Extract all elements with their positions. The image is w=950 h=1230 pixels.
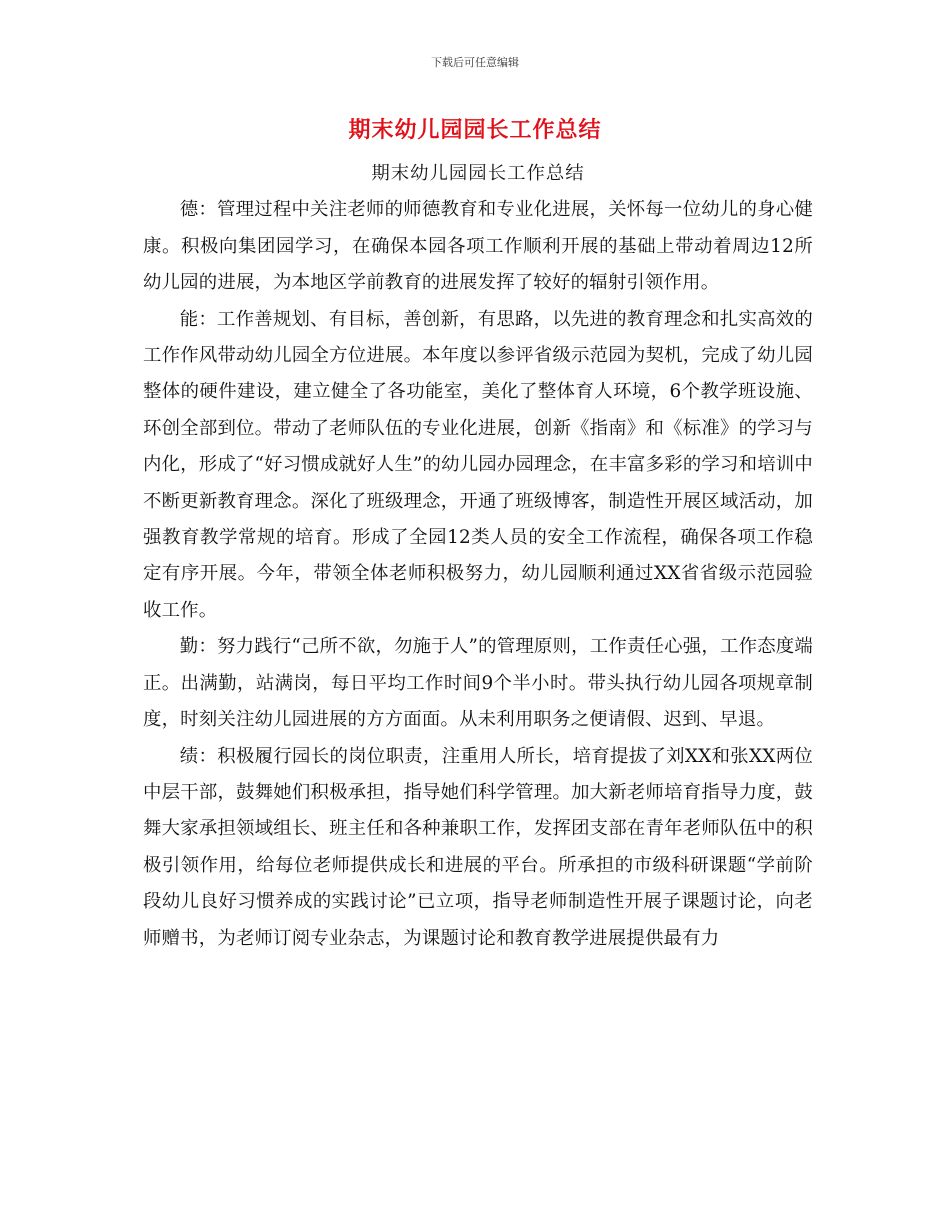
document-subtitle: 期末幼儿园园长工作总结 [371, 163, 585, 184]
paragraph-de: 德：管理过程中关注老师的师德教育和专业化进展，关怀每一位幼儿的身心健康。积极向集团园学习，在确保本园各项工作顺利开展的基础上带动着周边12所幼儿园的进展，为本地区学前教育的进展发挥了较好的辐射引领作用。 [143, 199, 813, 294]
paragraph-ji: 绩：积极履行园长的岗位职责，注重用人所长，培育提拔了刘XX和张XX两位中层干部，鼓舞她们积极承担，指导她们科学管理。加大新老师培育指导力度，鼓舞大家承担领域组长、班主任和各种兼职工作，发挥团支部在青年老师队伍中的积极引领作用，给每位老师提供成长和进展的平台。所承担的市级科研课题“学前阶段幼儿良好习惯养成的实践讨论”已立项，指导老师制造性开展子课题讨论，向老师赠书，为老师订阅专业杂志，为课题讨论和教育教学进展提供最有力 [143, 745, 813, 949]
document-body [143, 156, 813, 957]
header-note: 下载后可任意编辑 [431, 56, 519, 69]
paragraph-neng: 能：工作善规划、有目标，善创新，有思路，以先进的教育理念和扎实高效的工作作风带动幼儿园全方位进展。本年度以参评省级示范园为契机，完成了幼儿园整体的硬件建设，建立健全了各功能室，美化了整体育人环境，6个教学班设施、环创全部到位。带动了老师队伍的专业化进展，创新《指南》和《标准》的学习与内化，形成了“好习惯成就好人生”的幼儿园办园理念，在丰富多彩的学习和培训中不断更新教育理念。深化了班级理念，开通了班级博客，制造性开展区域活动，加强教育教学常规的培育。形成了全园12类人员的安全工作流程，确保各项工作稳定有序开展。今年，带领全体老师积极努力，幼儿园顺利通过XX省省级示范园验收工作。 [143, 308, 813, 621]
document-title: 期末幼儿园园长工作总结 [348, 118, 602, 143]
paragraph-qin: 勤：努力践行“己所不欲，勿施于人”的管理原则，工作责任心强，工作态度端正。出满勤，站满岗，每日平均工作时间9个半小时。带头执行幼儿园各项规章制度，时刻关注幼儿园进展的方方面面。从未利用职务之便请假、迟到、早退。 [143, 636, 813, 731]
